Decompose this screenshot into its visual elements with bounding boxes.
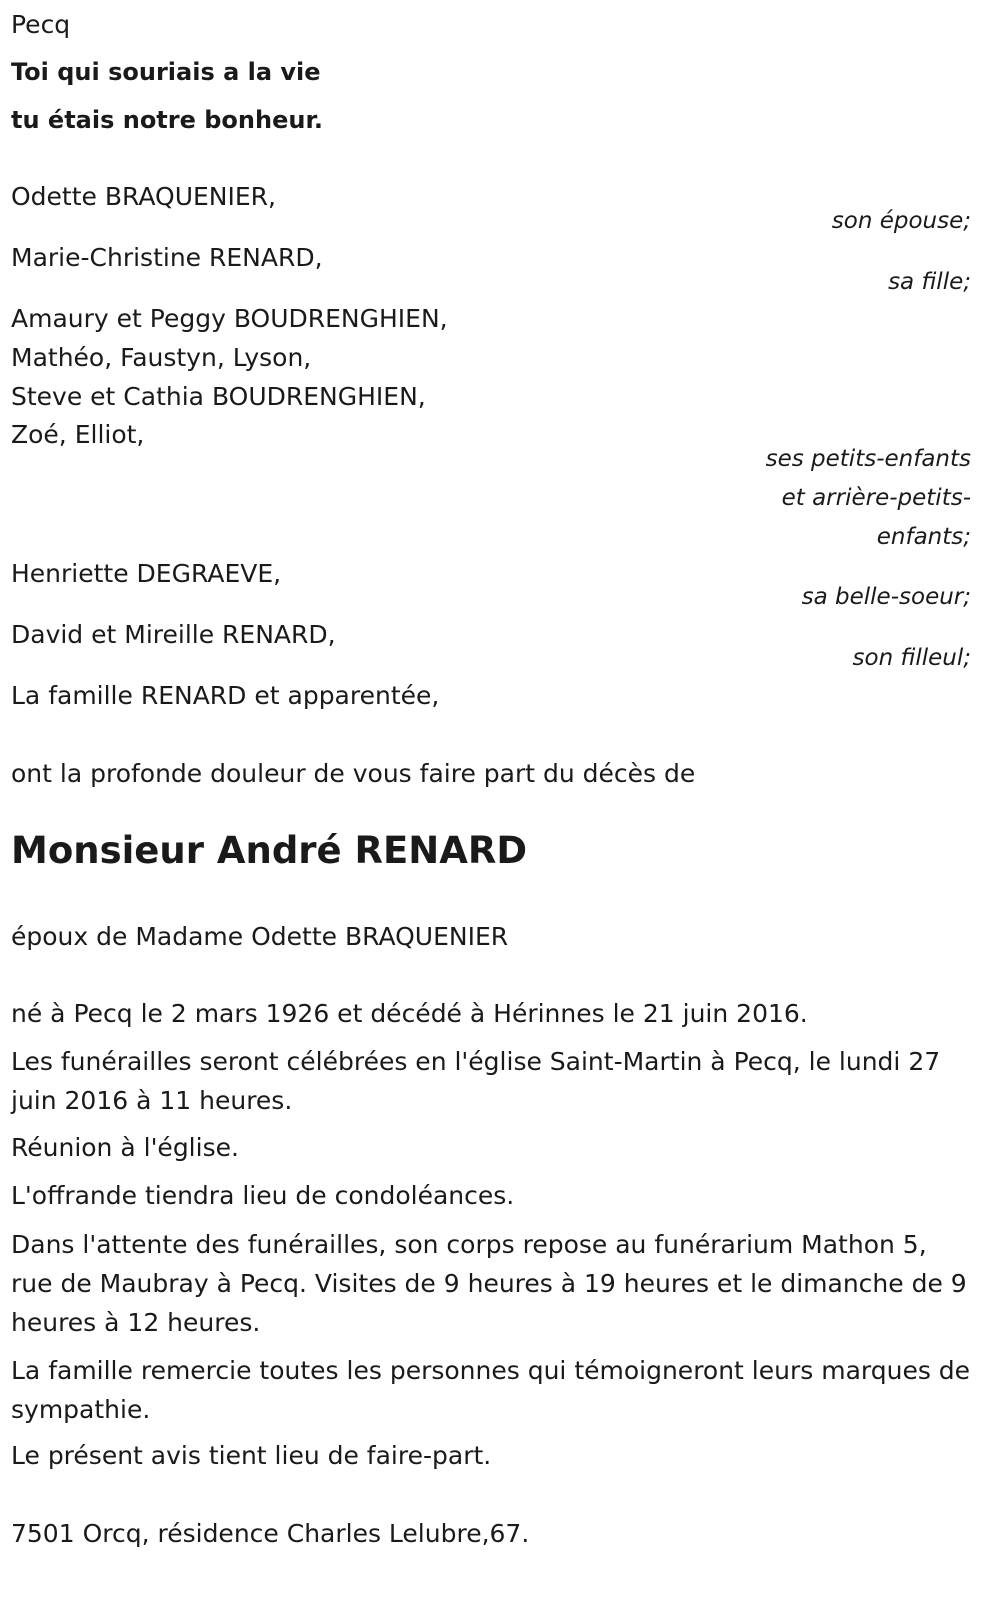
visitation-info: Dans l'attente des funérailles, son corps repose au funérarium Mathon 5, rue de Maubray à Pecq. Visites de 9 heures à 19 heures et le dimanche de 9 heures à 12 heures. <box>11 1230 967 1337</box>
daughter-relation: sa fille; <box>888 269 971 295</box>
meeting-info: Réunion à l'église. <box>11 1133 239 1162</box>
grandchildren-line-1: Amaury et Peggy BOUDRENGHIEN, <box>11 304 448 333</box>
announcement: ont la profonde douleur de vous faire part du décès de <box>11 759 696 788</box>
verse-line-2: tu étais notre bonheur. <box>11 106 323 134</box>
grandchildren-line-4: Zoé, Elliot, <box>11 420 145 449</box>
daughter-name: Marie-Christine RENARD, <box>11 243 323 272</box>
spouse-of: époux de Madame Odette BRAQUENIER <box>11 922 509 951</box>
godson-name: David et Mireille RENARD, <box>11 620 336 649</box>
sister-in-law-name: Henriette DEGRAEVE, <box>11 559 282 588</box>
notice-info: Le présent avis tient lieu de faire-part. <box>11 1441 492 1470</box>
grandchildren-relation: ses petits-enfants et arrière-petits-enfants; <box>765 446 971 550</box>
deceased-name: Monsieur André RENARD <box>11 829 528 872</box>
family-line: La famille RENARD et apparentée, <box>11 681 440 710</box>
thanks-info: La famille remercie toutes les personnes qui témoigneront leurs marques de sympathie. <box>11 1356 971 1424</box>
address: 7501 Orcq, résidence Charles Lelubre,67. <box>11 1519 530 1548</box>
verse-line-1: Toi qui souriais a la vie <box>11 58 321 86</box>
spouse-relation: son épouse; <box>831 208 971 234</box>
funeral-info: Les funérailles seront célébrées en l'église Saint-Martin à Pecq, le lundi 27 juin 2016 à 11 heures. <box>11 1047 941 1115</box>
birth-death: né à Pecq le 2 mars 1926 et décédé à Hérinnes le 21 juin 2016. <box>11 999 808 1028</box>
sister-in-law-relation: sa belle-soeur; <box>801 584 971 610</box>
location: Pecq <box>11 10 71 39</box>
spouse-name: Odette BRAQUENIER, <box>11 182 276 211</box>
grandchildren-line-3: Steve et Cathia BOUDRENGHIEN, <box>11 382 426 411</box>
offering-info: L'offrande tiendra lieu de condoléances. <box>11 1181 515 1210</box>
godson-relation: son filleul; <box>852 645 971 671</box>
grandchildren-line-2: Mathéo, Faustyn, Lyson, <box>11 343 312 372</box>
